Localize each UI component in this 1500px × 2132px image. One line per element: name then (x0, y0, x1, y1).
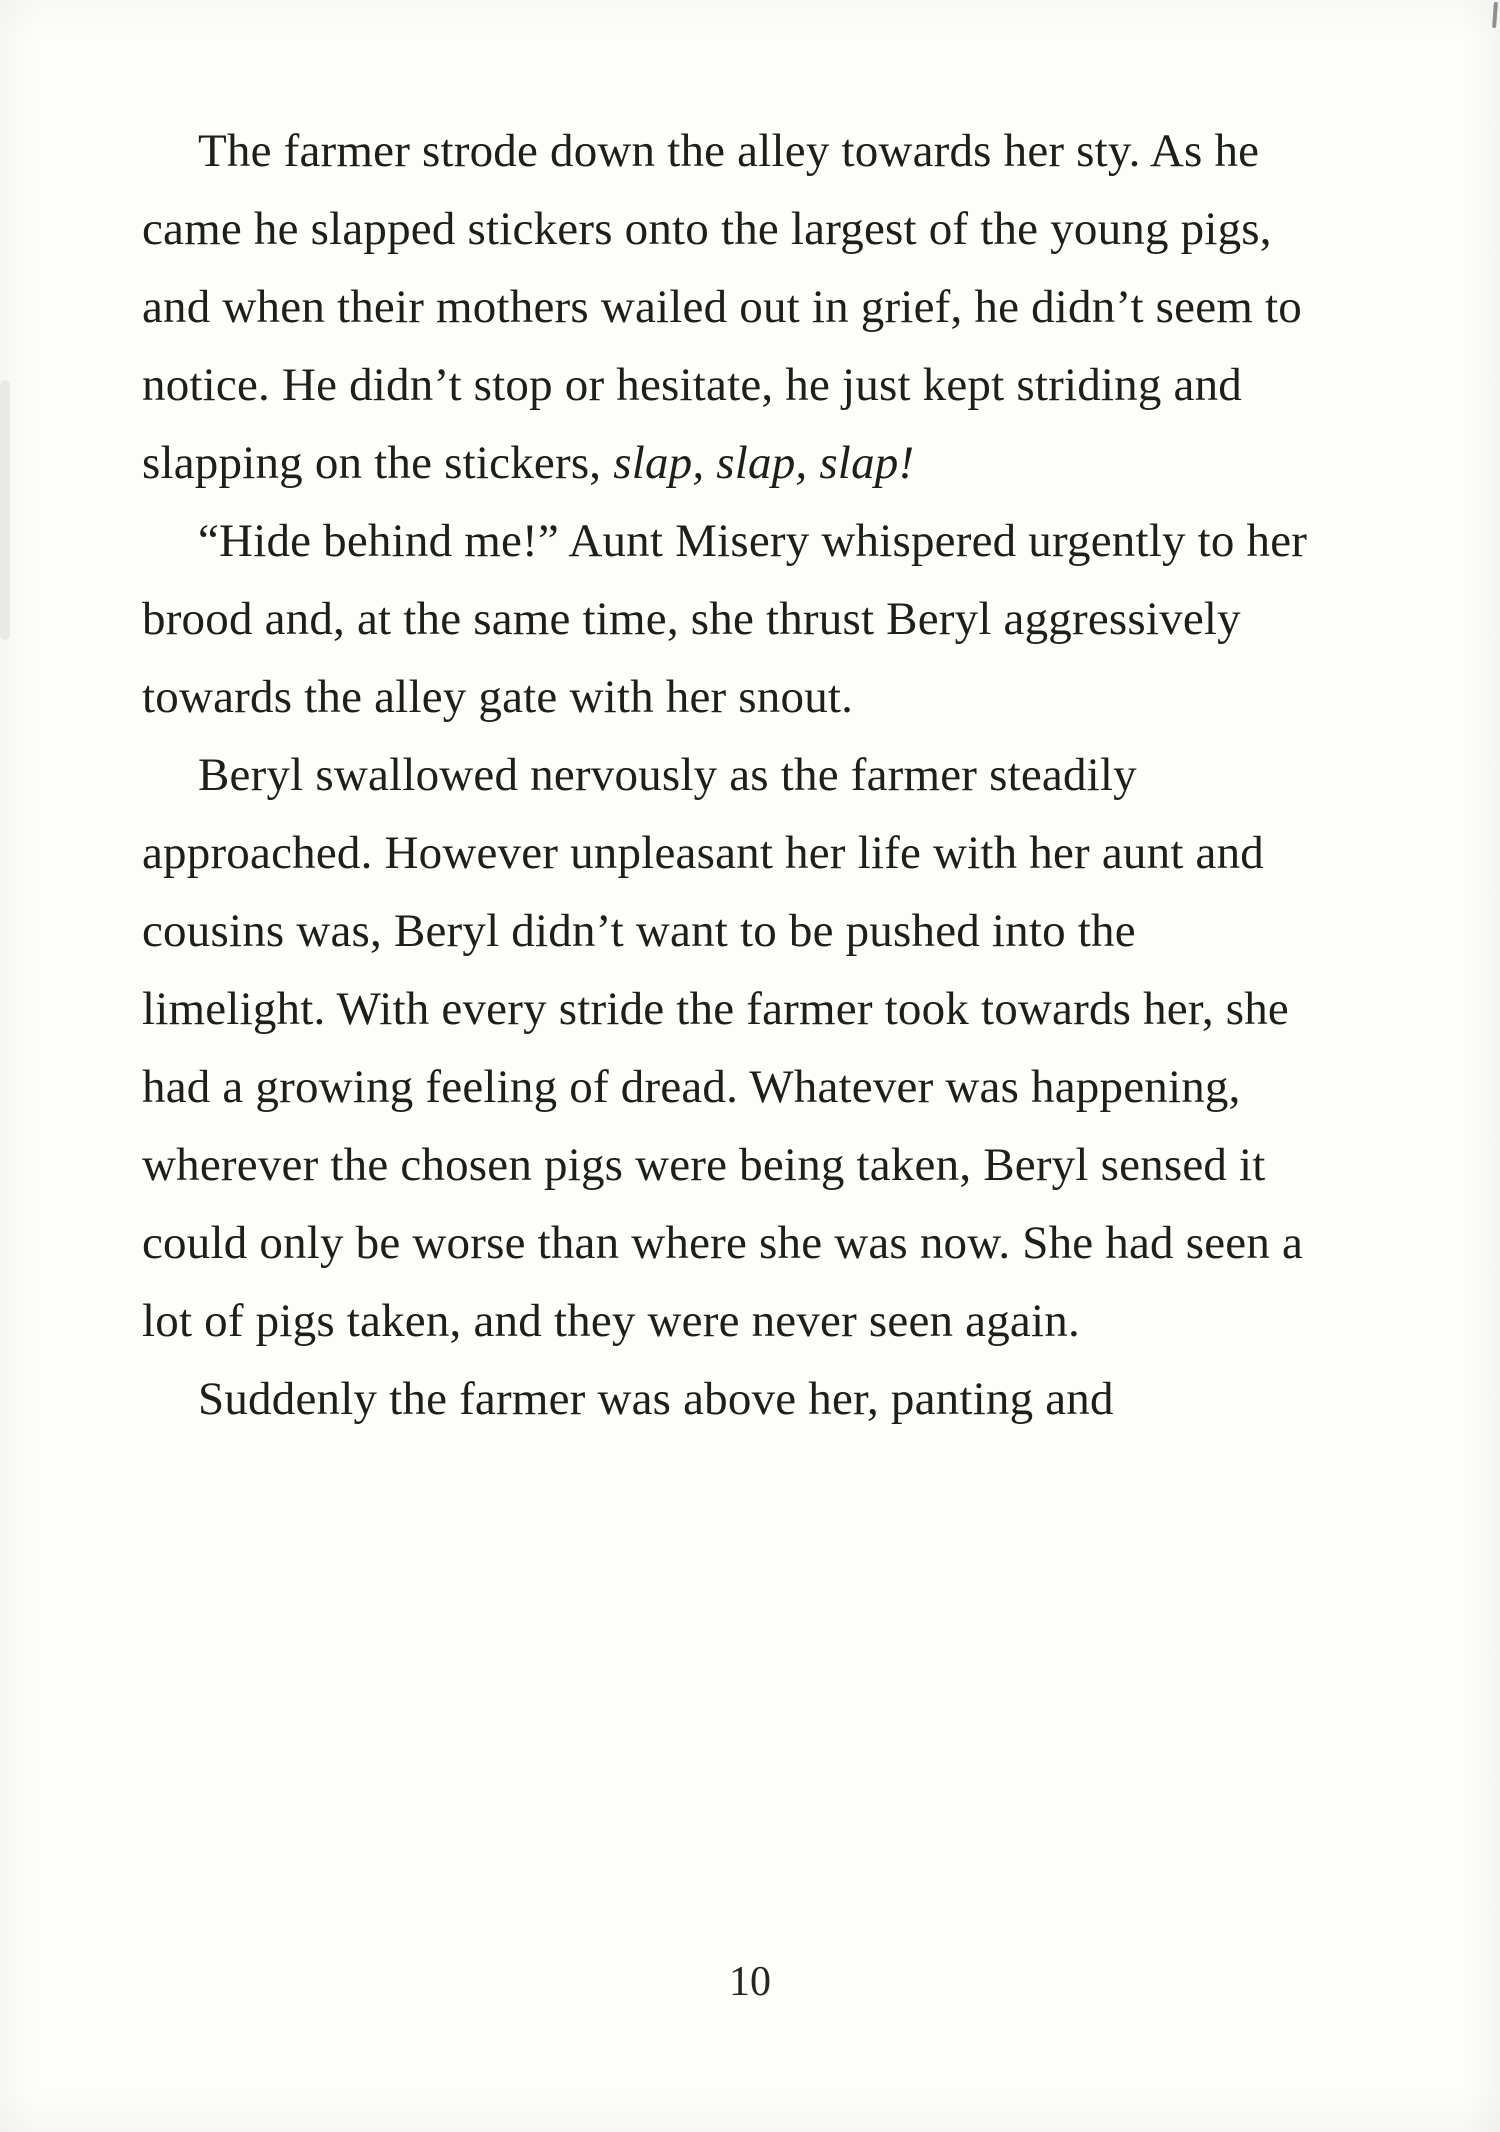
page-number: 10 (729, 1959, 771, 2005)
text-run: Beryl swallowed nervously as the farmer steadily approached. However unpleasant her life with her aunt and cousins was, Beryl didn’t want to be pushed into the limelight. With every stride the farmer took towards her, she had a growing feeling of dread. Whatever was happening, wherever the chosen pigs were being taken, Beryl sensed it could only be worse than where she was now. She had seen a lot of pigs taken, and they were never seen again. (142, 749, 1304, 1347)
italic-text-run: slap, slap, slap! (613, 437, 915, 489)
page-text (142, 112, 1327, 1438)
text-run: The farmer strode down the alley towards her sty. As he came he slapped stickers onto the largest of the young pigs, and when their mothers wailed out in grief, he didn’t seem to notice. He didn’t stop or hesitate, he just kept striding and slapping on the stickers, (142, 125, 1302, 489)
paragraph (142, 1360, 1327, 1438)
paragraph (142, 502, 1327, 736)
scan-artifact (0, 380, 10, 640)
paragraph (142, 112, 1327, 502)
text-run: “Hide behind me!” Aunt Misery whispered urgently to her brood and, at the same time, she thrust Beryl aggressively towards the alley gate with her snout. (142, 515, 1308, 723)
scan-artifact (1492, 2, 1498, 28)
text-run: Suddenly the farmer was above her, panting and (198, 1373, 1114, 1425)
paragraph (142, 736, 1327, 1360)
